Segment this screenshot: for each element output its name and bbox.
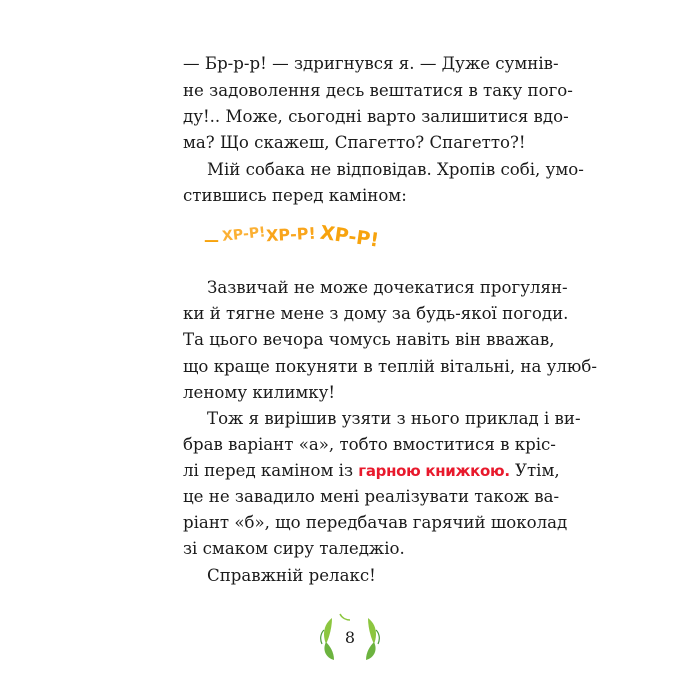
text-line: ріант «б», що передбачав гарячий шоколад bbox=[183, 513, 568, 532]
text-line: Зазвичай не може дочекатися прогулян- bbox=[207, 278, 568, 297]
text-line: — Бр-р-р! — здригнувся я. — Дуже сумнів- bbox=[183, 54, 559, 73]
snore-part-1: ХР-Р! bbox=[221, 224, 267, 245]
text-line: леному килимку! bbox=[183, 383, 336, 402]
text-line: Та цього вечора чомусь навіть він вважав, bbox=[183, 330, 555, 349]
text-line: стившись перед каміном: bbox=[183, 186, 407, 205]
snore-part-3: ХР-Р! bbox=[318, 221, 381, 252]
highlighted-phrase: гарною книжкою. bbox=[358, 462, 510, 480]
text-line: ду!.. Може, сьогодні варто залишитися вдо- bbox=[183, 107, 569, 126]
text-line-with-highlight bbox=[183, 460, 560, 482]
snore-sound-effect bbox=[0, 212, 700, 272]
page-number-ornament bbox=[318, 612, 382, 662]
text-fragment: лі перед каміном із bbox=[183, 461, 354, 480]
text-line: зі смаком сиру таледжіо. bbox=[183, 539, 405, 558]
snore-dash: — bbox=[204, 231, 219, 249]
text-line: що краще покуняти в теплій вітальні, на улюб- bbox=[183, 357, 597, 376]
text-line: ки й тягне мене з дому за будь-якої погоди. bbox=[183, 304, 569, 323]
text-line: брав варіант «а», тобто вмоститися в кріс- bbox=[183, 435, 556, 454]
text-line: не задоволення десь вештатися в таку пого- bbox=[183, 81, 573, 100]
text-line: Тож я вирішив узяти з нього приклад і ви- bbox=[207, 409, 581, 428]
page-number: 8 bbox=[344, 628, 356, 647]
snore-part-2: ХР-Р! bbox=[265, 223, 317, 246]
text-line: Мій собака не відповідав. Хропів собі, умо- bbox=[207, 160, 584, 179]
text-line: це не завадило мені реалізувати також ва- bbox=[183, 487, 560, 506]
text-line: ма? Що скажеш, Спагетто? Спагетто?! bbox=[183, 133, 526, 152]
text-fragment: Утім, bbox=[515, 461, 560, 480]
text-line: Справжній релакс! bbox=[207, 566, 376, 585]
